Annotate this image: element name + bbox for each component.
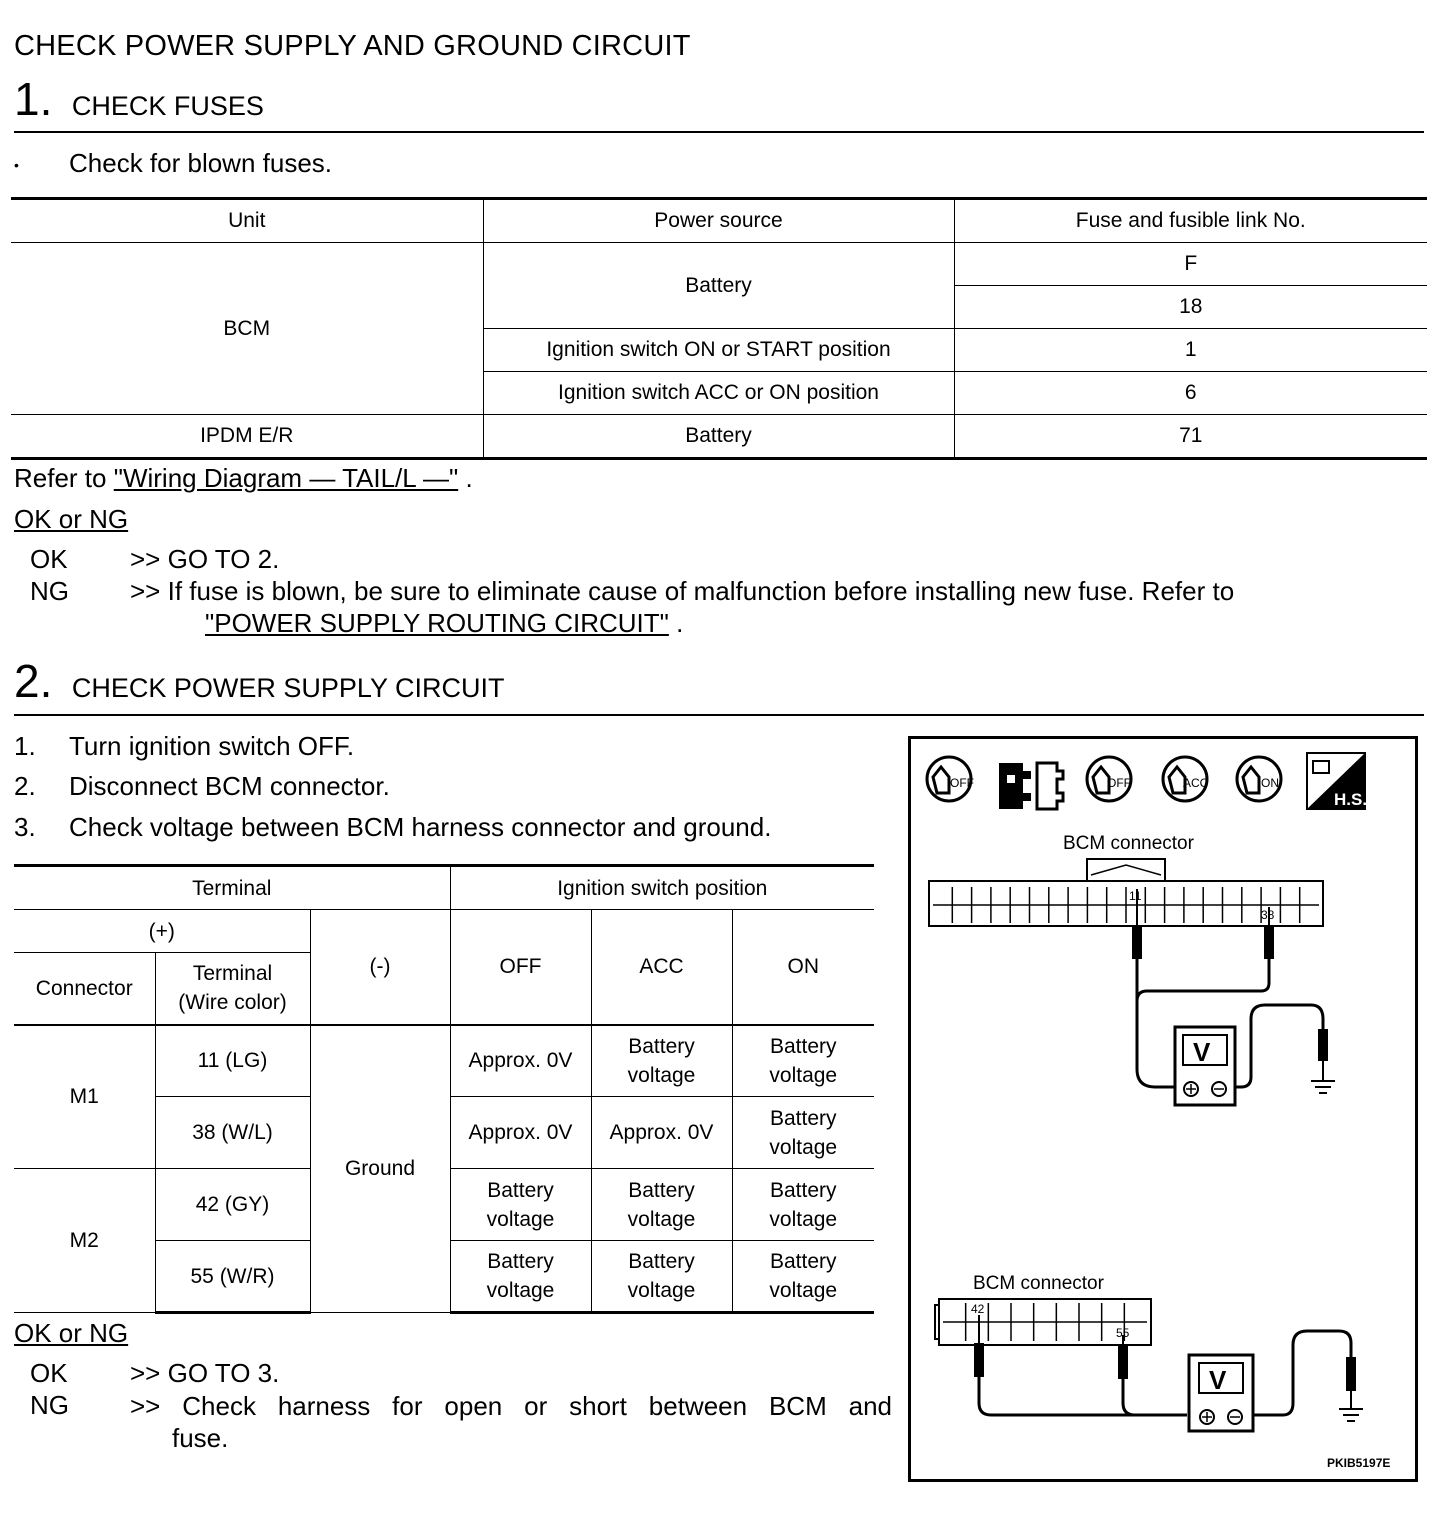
power-supply-routing-link[interactable]: "POWER SUPPLY ROUTING CIRCUIT" [205, 608, 669, 638]
header-off: OFF [450, 910, 591, 1025]
cell-connector-m1: M1 [14, 1025, 155, 1169]
cell-terminal: 11 (LG) [155, 1025, 310, 1097]
instruction-number: 3. [14, 812, 36, 842]
header-minus: (-) [310, 910, 450, 1025]
bullet-icon: • [14, 157, 19, 174]
lead-wire [1123, 1379, 1135, 1415]
ng-label: NG [30, 1390, 69, 1420]
ok-label: OK [30, 544, 68, 574]
wiring-figure [908, 736, 1418, 1482]
cell-unit-bcm: BCM [11, 243, 483, 415]
cell-fuse-f: F [954, 243, 1427, 286]
wiring-diagram-link[interactable]: "Wiring Diagram — TAIL/L —" [113, 463, 459, 493]
cell-fuse-1: 1 [954, 329, 1427, 372]
voltage-table [14, 864, 874, 1314]
cell-off: Battery voltage [450, 1169, 591, 1241]
connector-disconnect-icon [999, 763, 1063, 809]
bcm-connector-bottom [935, 1299, 1151, 1345]
key-label: ACC [1183, 776, 1209, 790]
cell-terminal: 38 (W/L) [155, 1097, 310, 1169]
refer-line [14, 463, 473, 494]
instruction-text: Turn ignition switch OFF. [69, 731, 355, 761]
meter-label: V [1193, 1037, 1211, 1067]
ng-label: NG [30, 576, 69, 606]
meter-label: V [1209, 1365, 1227, 1395]
ng-action: >> Check harness for open or short between BCM and fuse. [130, 1391, 892, 1453]
cell-connector-m2: M2 [14, 1169, 155, 1313]
bullet-item [14, 148, 19, 179]
header-power-source: Power source [483, 199, 954, 243]
ok-action: >> GO TO 3. [130, 1358, 280, 1388]
lead-wire [979, 1377, 1187, 1415]
bcm-connector-top [929, 859, 1323, 926]
instruction-number: 2. [14, 771, 36, 801]
ok-action: >> GO TO 2. [130, 544, 280, 574]
cell-fuse-71: 71 [954, 415, 1427, 459]
cell-ipdm-battery: Battery [483, 415, 954, 459]
step-2-heading [14, 655, 505, 707]
ground-icon [1339, 1391, 1363, 1421]
cell-ign-acc-on: Ignition switch ACC or ON position [483, 372, 954, 415]
ok-or-ng-label: OK or NG [14, 504, 129, 534]
ground-icon [1311, 1061, 1335, 1093]
voltmeter [1189, 1355, 1253, 1431]
divider [14, 714, 1424, 716]
header-terminal: Terminal [14, 866, 450, 910]
cell-off: Approx. 0V [450, 1097, 591, 1169]
cell-acc: Battery voltage [591, 1169, 732, 1241]
connector-label: BCM connector [1063, 833, 1194, 854]
cell-acc: Battery voltage [591, 1025, 732, 1097]
cell-fuse-6: 6 [954, 372, 1427, 415]
lead-wire [1137, 959, 1269, 1001]
cell-terminal: 55 (W/R) [155, 1241, 310, 1313]
pin-label: 11 [1129, 889, 1142, 903]
figure-code: PKIB5197E [1327, 1456, 1391, 1470]
header-terminal-wire: Terminal (Wire color) [155, 953, 310, 1025]
ok-or-ng-label: OK or NG [14, 1318, 129, 1348]
instruction-text: Disconnect BCM connector. [69, 771, 390, 801]
cell-off: Approx. 0V [450, 1025, 591, 1097]
header-acc: ACC [591, 910, 732, 1025]
voltmeter [1175, 1027, 1235, 1105]
step-1-heading [14, 73, 264, 125]
cell-terminal: 42 (GY) [155, 1169, 310, 1241]
ignition-key-off-icon [1087, 757, 1131, 801]
cell-off: Battery voltage [450, 1241, 591, 1313]
instruction-number: 1. [14, 731, 36, 761]
cell-unit-ipdm: IPDM E/R [11, 415, 483, 459]
instruction-text: Check voltage between BCM harness connector and ground. [69, 812, 772, 842]
ng-suffix: . [668, 608, 684, 638]
step-title: CHECK FUSES [71, 91, 264, 121]
pin-label: 55 [1116, 1326, 1130, 1340]
cell-fuse-18: 18 [954, 286, 1427, 329]
hs-label: H.S. [1334, 790, 1368, 809]
cell-ground: Ground [310, 1025, 450, 1313]
cell-ign-on-start: Ignition switch ON or START position [483, 329, 954, 372]
header-unit: Unit [11, 199, 483, 243]
cell-acc: Battery voltage [591, 1241, 732, 1313]
refer-prefix: Refer to [14, 463, 114, 493]
connector-label: BCM connector [973, 1273, 1104, 1294]
bullet-text: Check for blown fuses. [69, 148, 333, 178]
header-on: ON [732, 910, 874, 1025]
ng-action: >> If fuse is blown, be sure to eliminate cause of malfunction before installing new fuse. Refer to [130, 576, 1235, 606]
ignition-key-off-icon [927, 757, 974, 801]
pin-label: 38 [1261, 908, 1275, 922]
key-label: OFF [1107, 776, 1131, 790]
lead-wire [1137, 959, 1177, 1087]
lead-wire [1241, 1331, 1351, 1415]
cell-acc: Approx. 0V [591, 1097, 732, 1169]
ignition-key-acc-icon [1163, 757, 1209, 801]
divider [14, 131, 1424, 133]
step-number: 1. [14, 73, 53, 125]
header-ign-position: Ignition switch position [450, 866, 874, 910]
cell-on: Battery voltage [732, 1169, 874, 1241]
cell-on: Battery voltage [732, 1025, 874, 1097]
fuse-table [11, 197, 1427, 460]
cell-battery: Battery [483, 243, 954, 329]
ok-label: OK [30, 1358, 68, 1388]
key-label: ON [1261, 776, 1279, 790]
page-title: CHECK POWER SUPPLY AND GROUND CIRCUIT [14, 30, 691, 62]
header-fuse-no: Fuse and fusible link No. [954, 199, 1427, 243]
refer-suffix: . [458, 463, 473, 493]
ng-link-line [205, 608, 683, 639]
harness-side-icon [1307, 753, 1367, 809]
step-title: CHECK POWER SUPPLY CIRCUIT [71, 673, 505, 703]
header-connector: Connector [14, 953, 155, 1025]
step-number: 2. [14, 655, 53, 707]
ignition-key-on-icon [1237, 757, 1281, 801]
header-plus: (+) [14, 910, 310, 953]
cell-on: Battery voltage [732, 1097, 874, 1169]
pin-label: 42 [971, 1302, 985, 1316]
key-label: OFF [950, 776, 974, 790]
cell-on: Battery voltage [732, 1241, 874, 1313]
